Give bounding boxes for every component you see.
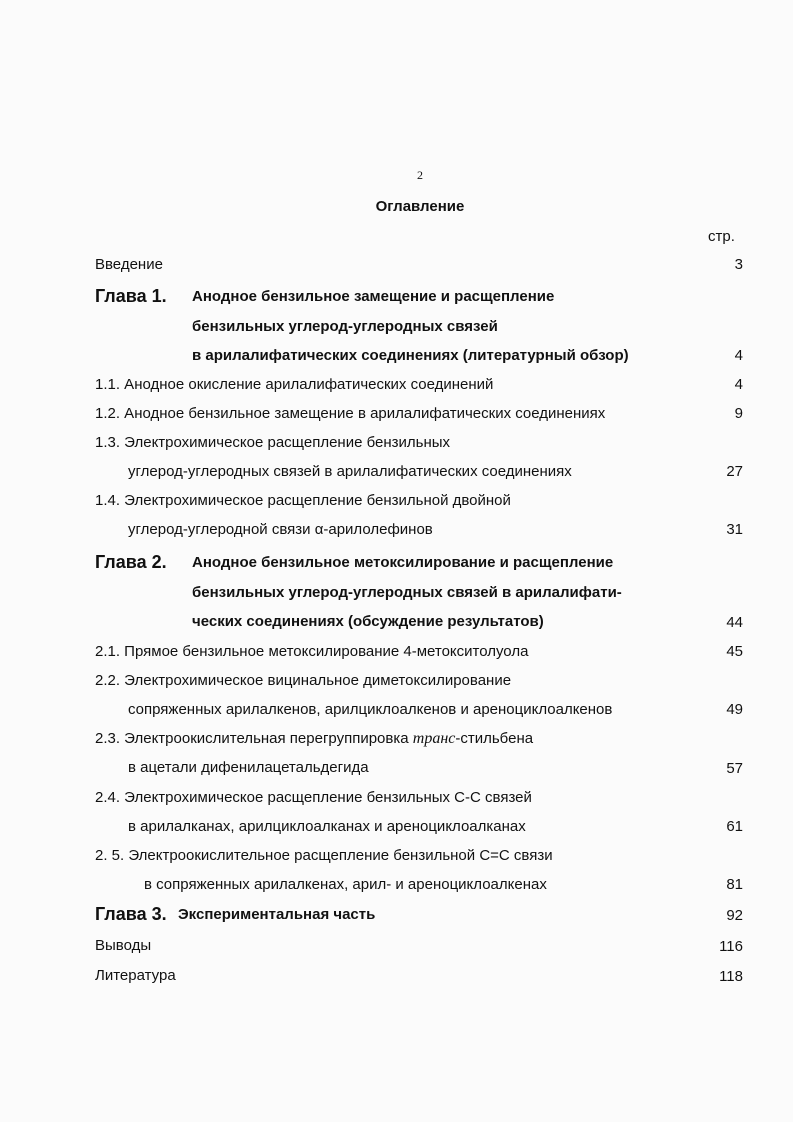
toc-entry-2-3-italic-trans: транс xyxy=(412,730,456,747)
toc-entry-2-1: 2.1. Прямое бензильное метоксилирование 4-метокситолуола xyxy=(95,643,529,660)
toc-page-1-1: 4 xyxy=(734,376,743,393)
toc-page-1-3: 27 xyxy=(726,463,743,480)
toc-entry-1-1: 1.1. Анодное окисление арилалифатических соединений xyxy=(95,376,494,393)
toc-page-chapter-2: 44 xyxy=(726,614,743,631)
toc-entry-2-3-prefix: 2.3. Электроокислительная перегруппировка xyxy=(95,730,413,747)
toc-page-references: 118 xyxy=(719,968,743,985)
chapter-3-label: Глава 3. xyxy=(95,904,167,924)
toc-entry-intro: Введение xyxy=(95,256,163,273)
toc-page-intro: 3 xyxy=(734,256,743,273)
toc-entry-2-3-line-1 xyxy=(95,730,533,748)
toc-entry-conclusions: Выводы xyxy=(95,937,152,954)
toc-entry-2-5-line-1: 2. 5. Электроокислительное расщепление бензильной С=С связи xyxy=(95,847,553,864)
toc-entry-1-3-line-2: углерод-углеродных связей в арилалифатических соединениях xyxy=(128,463,572,480)
toc-entry-2-2-line-1: 2.2. Электрохимическое вицинальное диметоксилирование xyxy=(95,672,512,689)
chapter-1-title-line-2: бензильных углерод-углеродных связей xyxy=(192,318,498,335)
toc-page-chapter-1: 4 xyxy=(734,347,743,364)
chapter-2-title-line-3: ческих соединениях (обсуждение результатов) xyxy=(192,613,544,630)
toc-page-2-2: 49 xyxy=(726,701,743,718)
toc-entry-1-4-line-2: углерод-углеродной связи α-арилолефинов xyxy=(128,521,433,538)
chapter-1-title-line-3: в арилалифатических соединениях (литературный обзор) xyxy=(192,347,629,364)
toc-title: Оглавление xyxy=(375,198,465,215)
toc-entry-1-4-line-1: 1.4. Электрохимическое расщепление бензильной двойной xyxy=(95,492,511,509)
toc-page-2-4: 61 xyxy=(726,818,743,835)
toc-page-1-4: 31 xyxy=(726,521,743,538)
toc-entry-2-5-line-2: в сопряженных арилалкенах, арил- и ареноциклоалкенах xyxy=(144,876,547,893)
chapter-1-label: Глава 1. xyxy=(95,286,167,306)
pages-column-header: стр. xyxy=(708,228,735,245)
toc-page-1-2: 9 xyxy=(734,405,743,422)
toc-page-chapter-3: 92 xyxy=(726,907,743,924)
chapter-2-title-line-1: Анодное бензильное метоксилирование и расщепление xyxy=(192,554,614,571)
chapter-2-label: Глава 2. xyxy=(95,552,167,572)
toc-entry-2-3-line-2: в ацетали дифенилацетальдегида xyxy=(128,759,369,776)
page-number: 2 xyxy=(417,168,423,182)
chapter-1-title-line-1: Анодное бензильное замещение и расщепление xyxy=(192,288,555,305)
toc-entry-1-3-line-1: 1.3. Электрохимическое расщепление бензильных xyxy=(95,434,451,451)
toc-entry-1-2: 1.2. Анодное бензильное замещение в арилалифатических соединениях xyxy=(95,405,606,422)
toc-page-2-1: 45 xyxy=(726,643,743,660)
toc-entry-2-4-line-2: в арилалканах, арилциклоалканах и ареноциклоалканах xyxy=(128,818,526,835)
toc-page-conclusions: 116 xyxy=(719,938,743,955)
chapter-3-title: Экспериментальная часть xyxy=(178,906,376,923)
toc-entry-references: Литература xyxy=(95,967,176,984)
toc-entry-2-3-suffix: -стильбена xyxy=(455,730,534,747)
toc-entry-2-4-line-1: 2.4. Электрохимическое расщепление бензильных С-С связей xyxy=(95,789,532,806)
toc-page-2-5: 81 xyxy=(726,876,743,893)
toc-entry-2-2-line-2: сопряженных арилалкенов, арилциклоалкенов и ареноциклоалкенов xyxy=(128,701,613,718)
toc-page-2-3: 57 xyxy=(726,760,743,777)
chapter-2-title-line-2: бензильных углерод-углеродных связей в арилалифати- xyxy=(192,584,622,601)
